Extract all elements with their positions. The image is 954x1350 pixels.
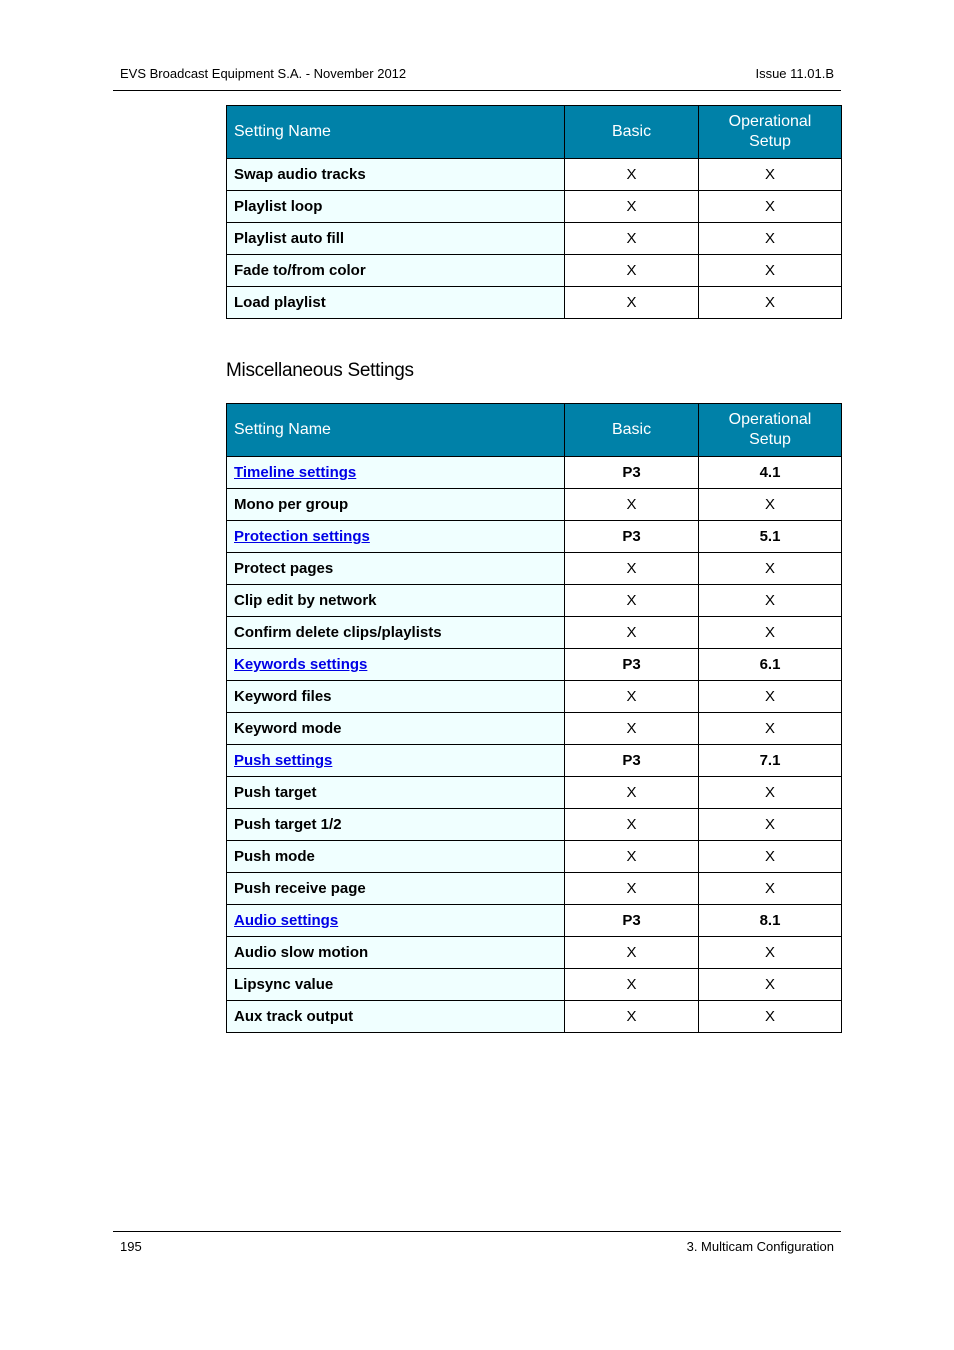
- setting-name-cell: Load playlist: [227, 287, 565, 319]
- table-row: [227, 617, 842, 649]
- basic-value-cell: X: [565, 777, 699, 809]
- operational-value-cell: X: [699, 841, 842, 873]
- setting-name-cell: Mono per group: [227, 489, 565, 521]
- table-header-row: [227, 404, 842, 457]
- table-row: [227, 585, 842, 617]
- setting-name-cell: Lipsync value: [227, 969, 565, 1001]
- basic-value-cell: X: [565, 287, 699, 319]
- playlist-settings-table: [226, 105, 842, 319]
- setting-name-cell: Audio slow motion: [227, 937, 565, 969]
- section-row: [227, 457, 842, 489]
- setting-name-cell: Keyword files: [227, 681, 565, 713]
- page-header: [113, 60, 841, 91]
- setting-name-cell: Swap audio tracks: [227, 159, 565, 191]
- basic-value-cell: P3: [565, 649, 699, 681]
- basic-value-cell: P3: [565, 905, 699, 937]
- basic-value-cell: X: [565, 713, 699, 745]
- operational-value-cell: X: [699, 969, 842, 1001]
- setting-section-link[interactable]: Timeline settings: [234, 464, 357, 481]
- table-row: [227, 937, 842, 969]
- section-row: [227, 745, 842, 777]
- basic-value-cell: P3: [565, 745, 699, 777]
- miscellaneous-settings-table: [226, 403, 842, 1033]
- basic-value-cell: X: [565, 585, 699, 617]
- column-header-setting-name: Setting Name: [227, 106, 565, 159]
- setting-name-cell: Push mode: [227, 841, 565, 873]
- table-row: [227, 777, 842, 809]
- setting-section-link[interactable]: Protection settings: [234, 528, 370, 545]
- basic-value-cell: X: [565, 681, 699, 713]
- operational-value-cell: 7.1: [699, 745, 842, 777]
- setting-name-cell: Clip edit by network: [227, 585, 565, 617]
- operational-value-cell: X: [699, 287, 842, 319]
- setting-name-cell: Playlist auto fill: [227, 223, 565, 255]
- table-header-row: [227, 106, 842, 159]
- operational-value-cell: X: [699, 873, 842, 905]
- operational-value-cell: X: [699, 159, 842, 191]
- table-row: [227, 287, 842, 319]
- setting-name-cell: Fade to/from color: [227, 255, 565, 287]
- column-header-operational-setup: [699, 404, 842, 457]
- table-row: [227, 489, 842, 521]
- operational-value-cell: X: [699, 713, 842, 745]
- setting-name-cell: Push receive page: [227, 873, 565, 905]
- basic-value-cell: X: [565, 255, 699, 287]
- setting-name-cell: [227, 745, 565, 777]
- operational-value-cell: X: [699, 809, 842, 841]
- table-row: [227, 553, 842, 585]
- operational-value-cell: X: [699, 585, 842, 617]
- operational-value-cell: 5.1: [699, 521, 842, 553]
- operational-value-cell: X: [699, 191, 842, 223]
- operational-value-cell: 4.1: [699, 457, 842, 489]
- basic-value-cell: X: [565, 873, 699, 905]
- table-row: [227, 1001, 842, 1033]
- page-number: 195: [120, 1239, 142, 1254]
- column-header-operational-line1: Operational: [728, 411, 812, 428]
- operational-value-cell: X: [699, 1001, 842, 1033]
- setting-name-cell: Push target: [227, 777, 565, 809]
- operational-value-cell: X: [699, 617, 842, 649]
- column-header-operational-line2: Setup: [749, 431, 791, 448]
- column-header-operational-setup: [699, 106, 842, 159]
- setting-section-link[interactable]: Push settings: [234, 752, 333, 769]
- section-row: [227, 905, 842, 937]
- column-header-basic: Basic: [565, 404, 699, 457]
- table-row: [227, 223, 842, 255]
- setting-name-cell: [227, 649, 565, 681]
- section-title: Miscellaneous Settings: [226, 360, 414, 381]
- operational-value-cell: X: [699, 223, 842, 255]
- basic-value-cell: X: [565, 159, 699, 191]
- setting-name-cell: Protect pages: [227, 553, 565, 585]
- basic-value-cell: X: [565, 969, 699, 1001]
- column-header-operational-line2: Setup: [749, 133, 791, 150]
- table-row: [227, 873, 842, 905]
- setting-section-link[interactable]: Audio settings: [234, 912, 339, 929]
- basic-value-cell: X: [565, 489, 699, 521]
- column-header-setting-name: Setting Name: [227, 404, 565, 457]
- basic-value-cell: X: [565, 841, 699, 873]
- table-row: [227, 255, 842, 287]
- column-header-basic: Basic: [565, 106, 699, 159]
- setting-name-cell: Aux track output: [227, 1001, 565, 1033]
- basic-value-cell: X: [565, 617, 699, 649]
- operational-value-cell: X: [699, 255, 842, 287]
- operational-value-cell: X: [699, 553, 842, 585]
- operational-value-cell: X: [699, 489, 842, 521]
- setting-name-cell: Push target 1/2: [227, 809, 565, 841]
- setting-name-cell: [227, 521, 565, 553]
- table-row: [227, 681, 842, 713]
- table-row: [227, 969, 842, 1001]
- table-row: [227, 841, 842, 873]
- operational-value-cell: X: [699, 681, 842, 713]
- table-row: [227, 159, 842, 191]
- table-row: [227, 809, 842, 841]
- operational-value-cell: X: [699, 937, 842, 969]
- basic-value-cell: X: [565, 191, 699, 223]
- basic-value-cell: X: [565, 1001, 699, 1033]
- column-header-operational-line1: Operational: [728, 113, 812, 130]
- operational-value-cell: 8.1: [699, 905, 842, 937]
- chapter-title: 3. Multicam Configuration: [686, 1239, 834, 1254]
- basic-value-cell: X: [565, 223, 699, 255]
- page-footer: [113, 1231, 841, 1262]
- setting-section-link[interactable]: Keywords settings: [234, 656, 368, 673]
- table-row: [227, 713, 842, 745]
- basic-value-cell: X: [565, 937, 699, 969]
- operational-value-cell: 6.1: [699, 649, 842, 681]
- basic-value-cell: X: [565, 809, 699, 841]
- table-row: [227, 191, 842, 223]
- section-row: [227, 649, 842, 681]
- basic-value-cell: P3: [565, 521, 699, 553]
- operational-value-cell: X: [699, 777, 842, 809]
- setting-name-cell: Playlist loop: [227, 191, 565, 223]
- basic-value-cell: X: [565, 553, 699, 585]
- header-issue: Issue 11.01.B: [755, 66, 834, 81]
- setting-name-cell: [227, 457, 565, 489]
- setting-name-cell: Keyword mode: [227, 713, 565, 745]
- setting-name-cell: [227, 905, 565, 937]
- section-row: [227, 521, 842, 553]
- setting-name-cell: Confirm delete clips/playlists: [227, 617, 565, 649]
- basic-value-cell: P3: [565, 457, 699, 489]
- header-company-date: EVS Broadcast Equipment S.A. - November 2012: [120, 66, 407, 81]
